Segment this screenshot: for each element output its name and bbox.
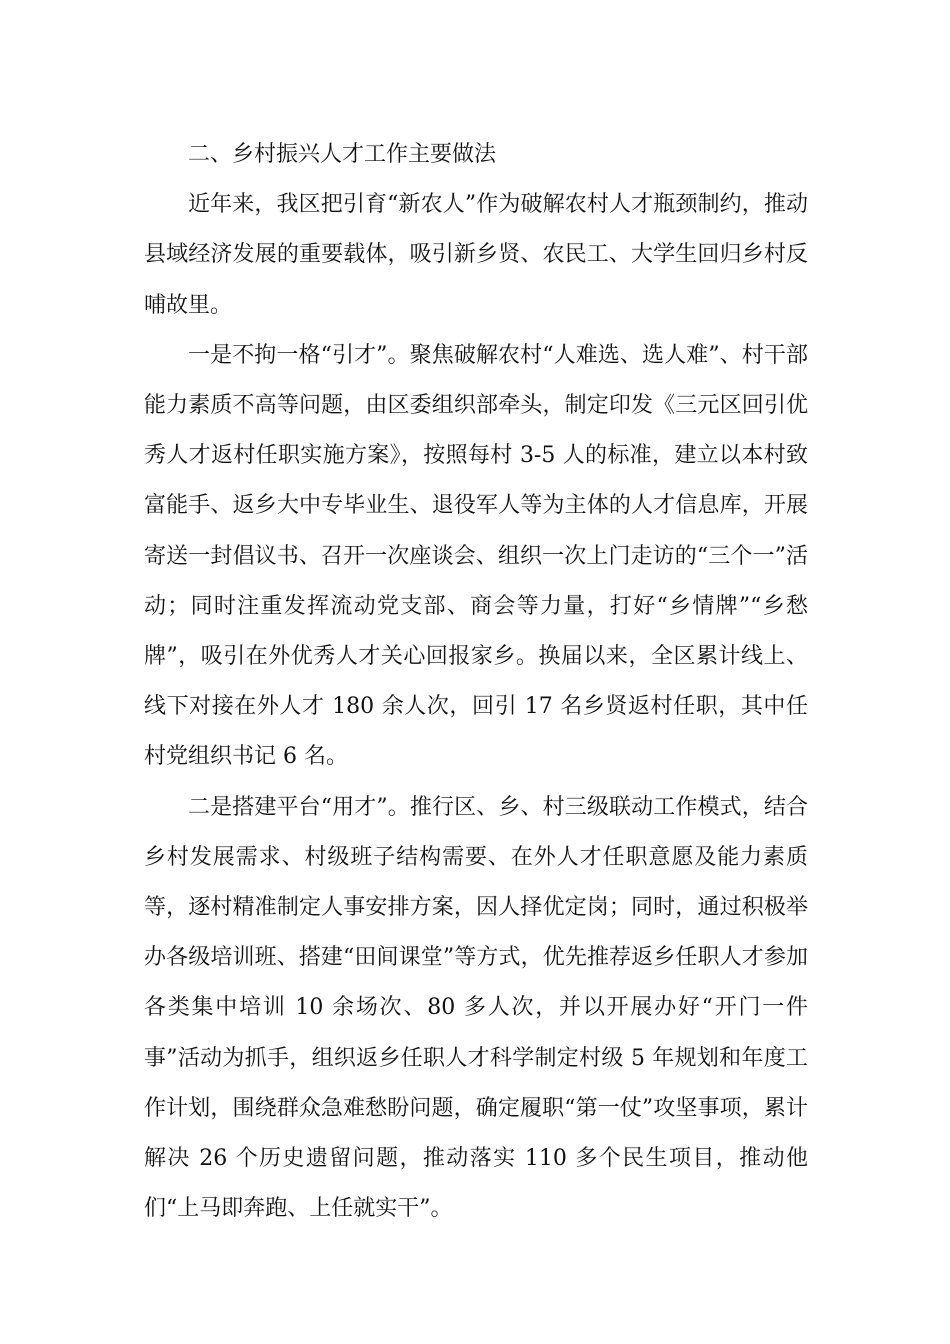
paragraph-attract-talent: 一是不拘一格“引才”。聚焦破解农村“人难选、选人难”、村干部能力素质不高等问题，由区委组织部牵头，制定印发《三元区回引优秀人才返村任职实施方案》，按照每村 3-5 人的标准，建立以本村致富能手、返乡大中专毕业生、退役军人等为主体的人才信息库，开展寄送一封倡议书、召开一次座谈会、组织一次上门走访的“三个一”活动；同时注重发挥流动党支部、商会等力量，打好“乡情牌”“乡愁牌”，吸引在外优秀人才关心回报家乡。换届以来，全区累计线上、线下对接在外人才 180 余人次，回引 17 名乡贤返村任职，其中任村党组织书记 6 名。	[144, 342, 808, 770]
section-heading: 二、乡村振兴人才工作主要做法	[188, 142, 497, 167]
paragraph-intro: 近年来，我区把引育“新农人”作为破解农村人才瓶颈制约，推动县域经济发展的重要载体，吸引新乡贤、农民工、大学生回归乡村反哺故里。	[144, 192, 808, 318]
paragraph-use-talent: 二是搭建平台“用才”。推行区、乡、村三级联动工作模式，结合乡村发展需求、村级班子结构需要、在外人才任职意愿及能力素质等，逐村精准制定人事安排方案，因人择优定岗；同时，通过积极举办各级培训班、搭建“田间课堂”等方式，优先推荐返乡任职人才参加各类集中培训 10 余场次、80 多人次，并以开展办好“开门一件事”活动为抓手，组织返乡任职人才科学制定村级 5 年规划和年度工作计划，围绕群众急难愁盼问题，确定履职“第一仗”攻坚事项，累计解决 26 个历史遗留问题，推动落实 110 多个民生项目，推动他们“上马即奔跑、上任就实干”。	[144, 794, 808, 1222]
document-body	[144, 130, 808, 1234]
